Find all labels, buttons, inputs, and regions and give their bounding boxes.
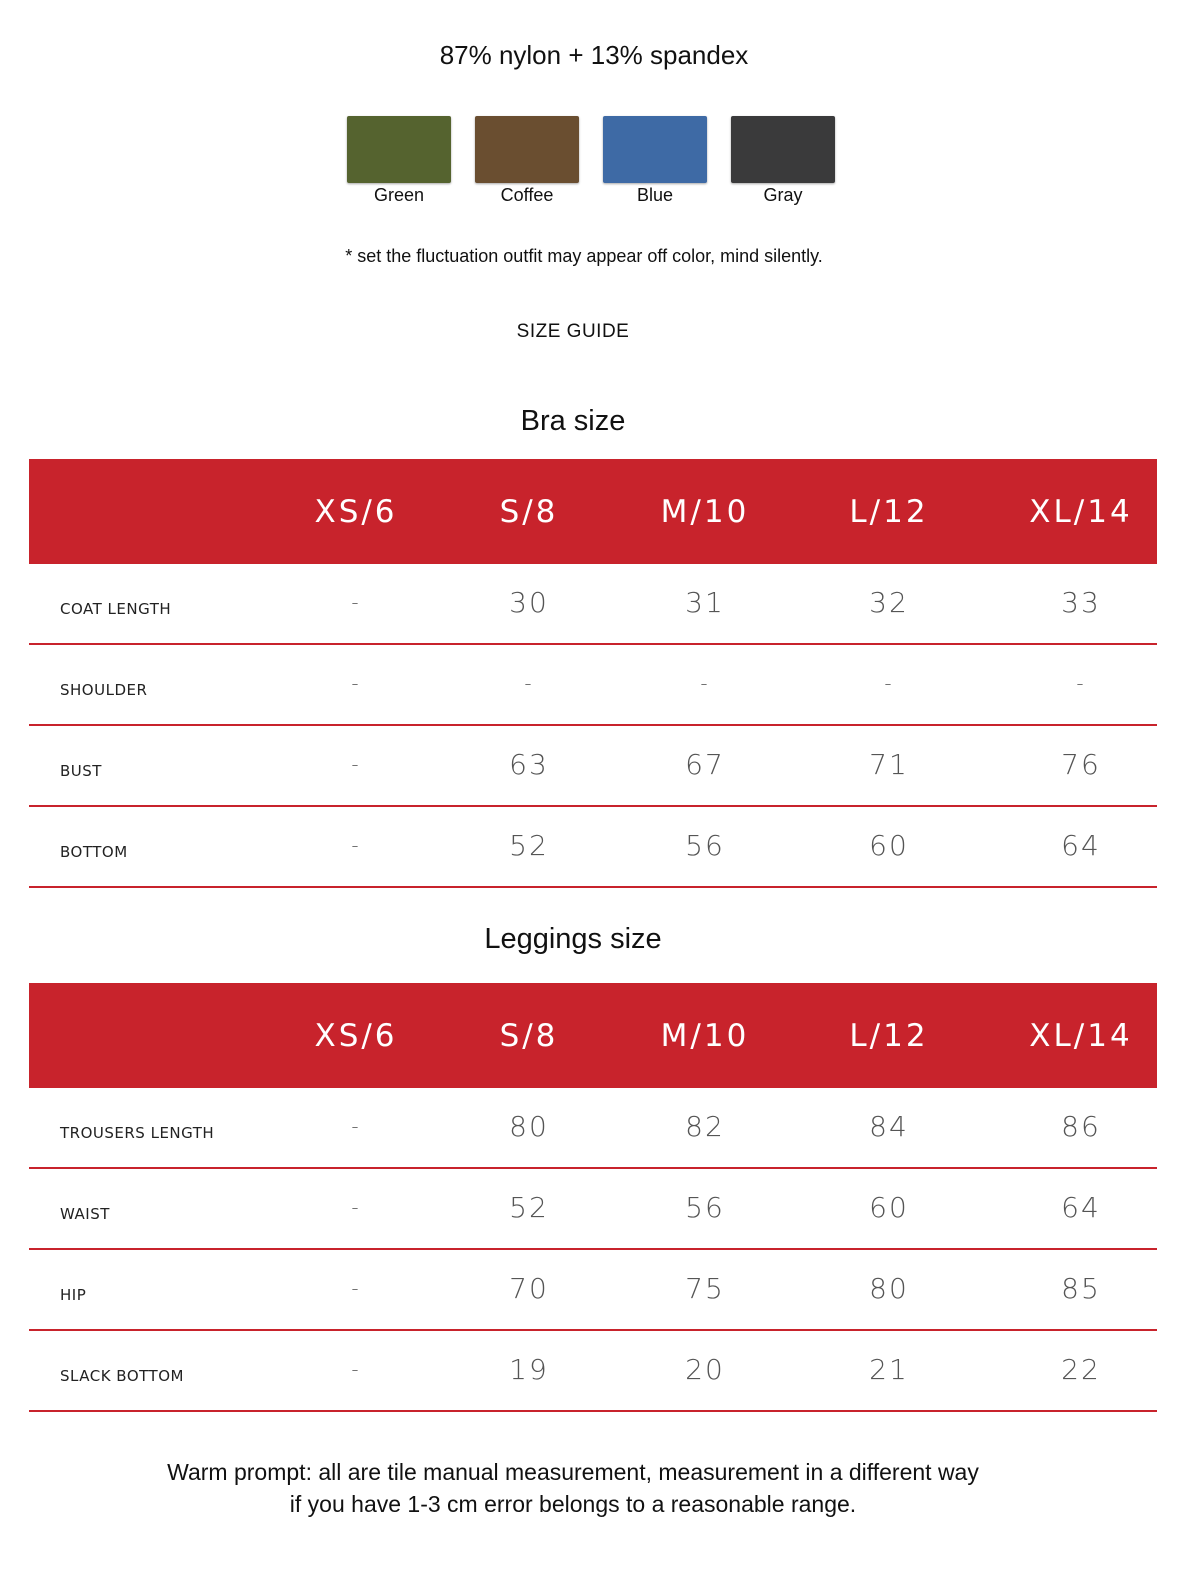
table-cell: - — [351, 1195, 361, 1219]
swatch-label: Blue — [636, 185, 674, 205]
row-label: SHOULDER — [60, 681, 148, 699]
table-cell: 63 — [509, 748, 549, 781]
table-cell: 64 — [1061, 1191, 1101, 1224]
swatch-chip — [475, 116, 579, 183]
swatch-chip — [347, 116, 451, 183]
table-cell: 31 — [685, 586, 725, 619]
table-cell: - — [351, 590, 361, 614]
table-cell: 20 — [685, 1353, 725, 1386]
table-cell: 80 — [869, 1272, 909, 1305]
table-cell: 56 — [685, 1191, 725, 1224]
size-header-1: S/8 — [499, 1018, 559, 1054]
table-cell: - — [1076, 671, 1086, 695]
table-cell: - — [351, 752, 361, 776]
table-row — [29, 1331, 1157, 1412]
table-cell: 85 — [1061, 1272, 1101, 1305]
swatch-gray[interactable] — [731, 116, 835, 206]
table-cell: - — [351, 833, 361, 857]
table-header — [29, 459, 1157, 564]
table-cell: 30 — [509, 586, 549, 619]
swatch-coffee[interactable] — [475, 116, 579, 206]
table-cell: - — [524, 671, 534, 695]
size-header-4: XL/14 — [1029, 494, 1133, 530]
size-header-2: M/10 — [660, 1018, 750, 1054]
swatch-chip — [731, 116, 835, 183]
size-header-3: L/12 — [849, 494, 929, 530]
table-cell: 32 — [869, 586, 909, 619]
table-row — [29, 1088, 1157, 1169]
swatch-green[interactable] — [347, 116, 451, 206]
swatch-label: Green — [373, 185, 425, 205]
table-cell: 75 — [685, 1272, 725, 1305]
swatch-blue[interactable] — [603, 116, 707, 206]
table-cell: 67 — [685, 748, 725, 781]
swatch-label: Gray — [763, 185, 803, 205]
table-cell: 56 — [685, 829, 725, 862]
material-composition: 87% nylon + 13% spandex — [439, 40, 749, 70]
bra-size-table — [29, 459, 1157, 888]
table-cell: 76 — [1061, 748, 1101, 781]
swatch-label: Coffee — [500, 185, 554, 205]
table-cell: 60 — [869, 829, 909, 862]
table-header — [29, 983, 1157, 1088]
size-guide-title: SIZE GUIDE — [516, 321, 630, 342]
table-cell: - — [351, 1114, 361, 1138]
table-cell: - — [700, 671, 710, 695]
table-cell: - — [351, 1276, 361, 1300]
size-header-4: XL/14 — [1029, 1018, 1133, 1054]
table-cell: 64 — [1061, 829, 1101, 862]
table-cell: - — [351, 1357, 361, 1381]
table-cell: 21 — [869, 1353, 909, 1386]
row-label: TROUSERS LENGTH — [60, 1124, 215, 1142]
table-cell: 82 — [685, 1110, 725, 1143]
size-header-3: L/12 — [849, 1018, 929, 1054]
row-label: HIP — [60, 1286, 87, 1304]
leggings-size-table — [29, 983, 1157, 1412]
warm-prompt-line-2: if you have 1-3 cm error belongs to a reasonable range. — [289, 1491, 857, 1517]
table-cell: 84 — [869, 1110, 909, 1143]
bra-size-title: Bra size — [520, 405, 626, 437]
table-cell: 80 — [509, 1110, 549, 1143]
row-label: WAIST — [60, 1205, 110, 1223]
table-row — [29, 564, 1157, 645]
table-row — [29, 1250, 1157, 1331]
table-cell: 22 — [1061, 1353, 1101, 1386]
table-cell: 60 — [869, 1191, 909, 1224]
size-header-1: S/8 — [499, 494, 559, 530]
table-cell: 52 — [509, 1191, 549, 1224]
row-label: BUST — [60, 762, 102, 780]
table-row — [29, 1169, 1157, 1250]
table-cell: - — [884, 671, 894, 695]
row-label: BOTTOM — [60, 843, 128, 861]
table-cell: 33 — [1061, 586, 1101, 619]
table-cell: 19 — [509, 1353, 549, 1386]
table-cell: 52 — [509, 829, 549, 862]
row-label: COAT LENGTH — [60, 600, 172, 618]
size-header-0: XS/6 — [314, 494, 398, 530]
color-note: * set the fluctuation outfit may appear off color, mind silently. — [345, 246, 823, 266]
leggings-size-title: Leggings size — [484, 923, 662, 955]
table-row — [29, 726, 1157, 807]
table-cell: 86 — [1061, 1110, 1101, 1143]
warm-prompt — [0, 1456, 1146, 1520]
table-cell: 71 — [869, 748, 909, 781]
table-cell: - — [351, 671, 361, 695]
row-label: SLACK BOTTOM — [60, 1367, 184, 1385]
size-header-0: XS/6 — [314, 1018, 398, 1054]
color-swatches — [0, 116, 1200, 216]
size-header-2: M/10 — [660, 494, 750, 530]
table-cell: 70 — [509, 1272, 549, 1305]
table-row — [29, 807, 1157, 888]
swatch-chip — [603, 116, 707, 183]
table-row — [29, 645, 1157, 726]
warm-prompt-line-1: Warm prompt: all are tile manual measurement, measurement in a different way — [167, 1459, 979, 1485]
